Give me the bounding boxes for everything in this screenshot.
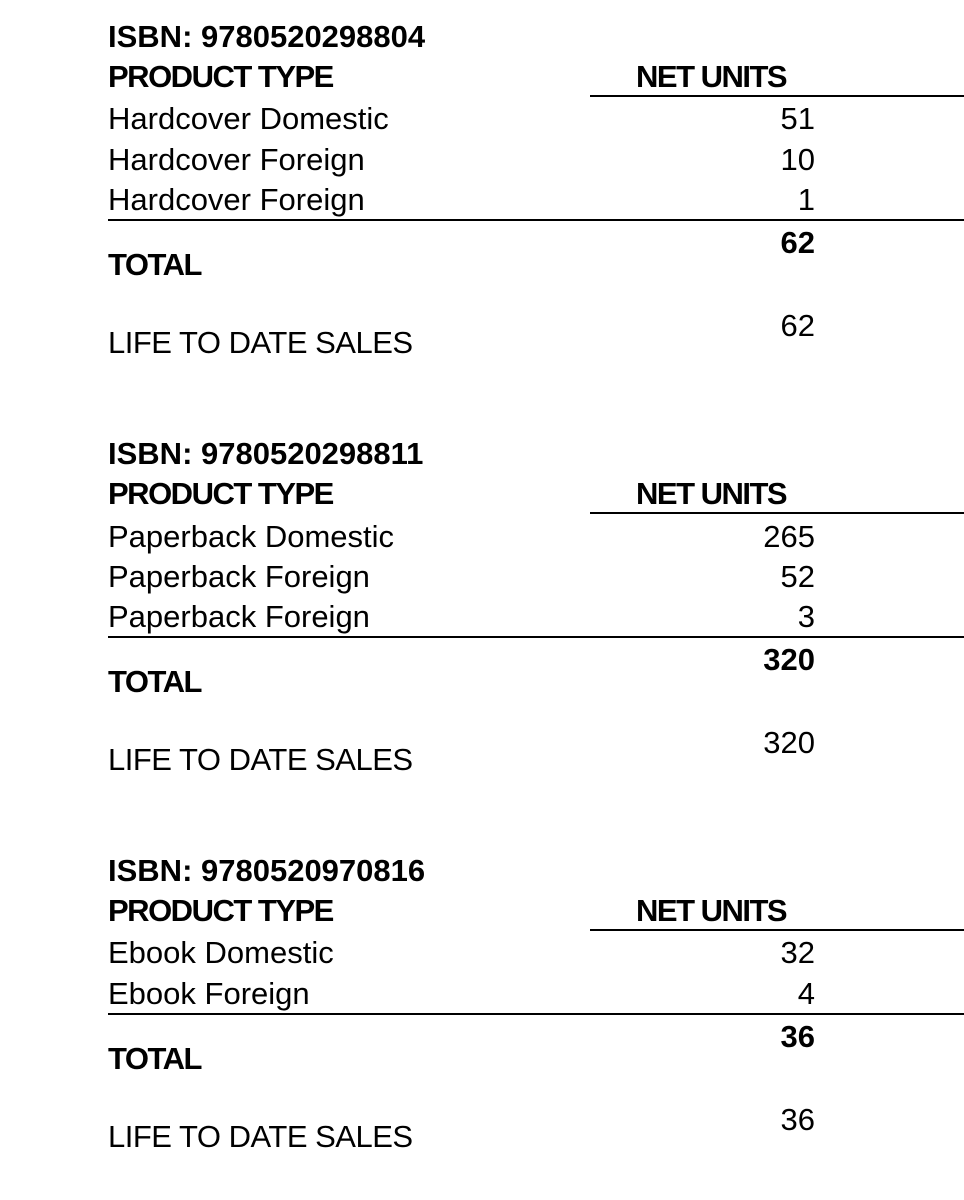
life-to-date-label: LIFE TO DATE SALES bbox=[108, 742, 413, 777]
net-units-cell: 52 bbox=[780, 559, 815, 594]
total-value: 320 bbox=[763, 642, 815, 677]
table-row bbox=[0, 182, 964, 222]
total-label: TOTAL bbox=[108, 247, 201, 282]
product-type-cell: Ebook Domestic bbox=[108, 935, 334, 970]
table-row bbox=[0, 142, 964, 182]
net-units-cell: 265 bbox=[763, 519, 815, 554]
table-row bbox=[0, 935, 964, 975]
product-type-cell: Hardcover Domestic bbox=[108, 101, 389, 136]
net-units-cell: 4 bbox=[797, 976, 815, 1011]
total-label: TOTAL bbox=[108, 1041, 201, 1076]
net-units-header: NET UNITS bbox=[636, 59, 787, 94]
table-row bbox=[0, 976, 964, 1016]
total-value: 62 bbox=[780, 225, 815, 260]
product-type-cell: Paperback Domestic bbox=[108, 519, 395, 554]
total-value: 36 bbox=[780, 1019, 815, 1054]
product-type-cell: Paperback Foreign bbox=[108, 559, 370, 594]
table-row bbox=[0, 519, 964, 559]
product-type-cell: Ebook Foreign bbox=[108, 976, 310, 1011]
header-divider bbox=[590, 95, 964, 97]
life-to-date-label: LIFE TO DATE SALES bbox=[108, 1119, 413, 1154]
product-type-header: PRODUCT TYPE bbox=[108, 476, 333, 511]
table-row bbox=[0, 101, 964, 141]
total-divider bbox=[108, 1013, 964, 1015]
header-divider bbox=[590, 929, 964, 931]
isbn-section bbox=[0, 417, 964, 777]
life-to-date-value: 320 bbox=[763, 725, 815, 760]
net-units-header: NET UNITS bbox=[636, 476, 787, 511]
life-to-date-value: 62 bbox=[780, 308, 815, 343]
isbn-section bbox=[0, 834, 964, 1194]
total-divider bbox=[108, 636, 964, 638]
life-to-date-value: 36 bbox=[780, 1102, 815, 1137]
isbn-heading: ISBN: 9780520970816 bbox=[108, 853, 426, 888]
total-divider bbox=[108, 219, 964, 221]
net-units-cell: 10 bbox=[780, 142, 815, 177]
net-units-header: NET UNITS bbox=[636, 893, 787, 928]
product-type-header: PRODUCT TYPE bbox=[108, 893, 333, 928]
table-row bbox=[0, 599, 964, 639]
total-label: TOTAL bbox=[108, 664, 201, 699]
product-type-cell: Hardcover Foreign bbox=[108, 142, 365, 177]
header-divider bbox=[590, 512, 964, 514]
isbn-heading: ISBN: 9780520298811 bbox=[108, 436, 424, 471]
net-units-cell: 3 bbox=[797, 599, 815, 634]
life-to-date-label: LIFE TO DATE SALES bbox=[108, 325, 413, 360]
net-units-cell: 51 bbox=[780, 101, 815, 136]
net-units-cell: 1 bbox=[797, 182, 815, 217]
table-row bbox=[0, 559, 964, 599]
product-type-cell: Paperback Foreign bbox=[108, 599, 370, 634]
net-units-cell: 32 bbox=[780, 935, 815, 970]
product-type-header: PRODUCT TYPE bbox=[108, 59, 333, 94]
isbn-heading: ISBN: 9780520298804 bbox=[108, 19, 426, 54]
isbn-section bbox=[0, 0, 964, 360]
product-type-cell: Hardcover Foreign bbox=[108, 182, 365, 217]
